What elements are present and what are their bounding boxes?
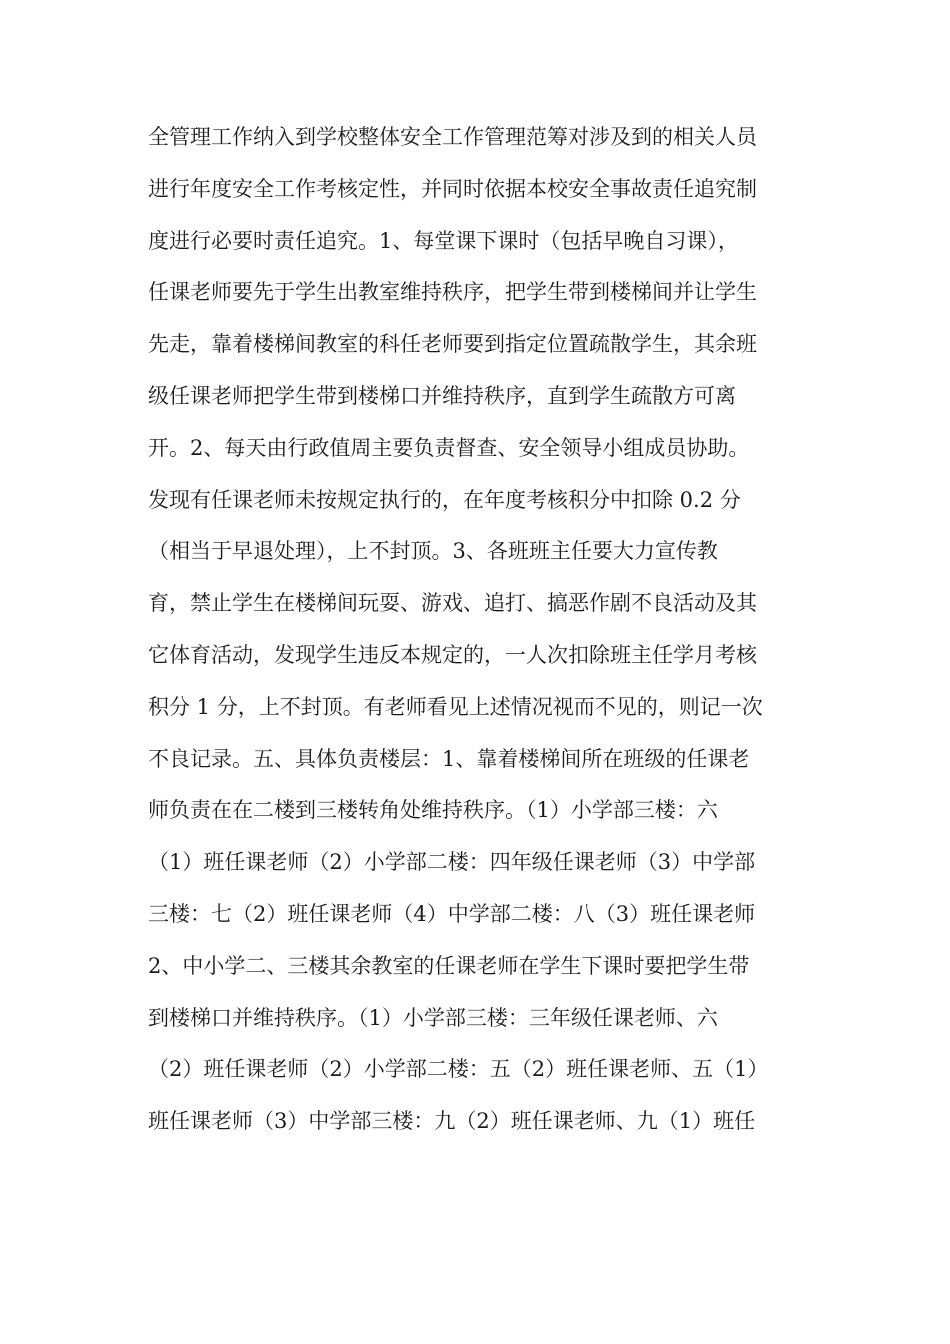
- text-line: 班任课老师（3）中学部三楼：九（2）班任课老师、九（1）班任: [148, 1109, 756, 1134]
- text-line: 它体育活动，发现学生违反本规定的，一人次扣除班主任学月考核: [148, 642, 757, 667]
- text-line: 育，禁止学生在楼梯间玩耍、游戏、追打、搞恶作剧不良活动及其: [148, 591, 757, 616]
- text-line: 2、中小学二、三楼其余教室的任课老师在学生下课时要把学生带: [148, 953, 750, 978]
- text-line: 级任课老师把学生带到楼梯口并维持秩序，直到学生疏散方可离: [148, 383, 736, 408]
- text-line: （1）班任课老师（2）小学部二楼：四年级任课老师（3）中学部: [148, 850, 756, 875]
- text-line: 发现有任课老师未按规定执行的，在年度考核积分中扣除 0.2 分: [148, 487, 741, 512]
- text-line: （相当于早退处理），上不封顶。3、各班班主任要大力宣传教: [148, 539, 718, 564]
- text-line: 师负责在在二楼到三楼转角处维持秩序。（1）小学部三楼：六: [148, 798, 718, 823]
- text-line: （2）班任课老师（2）小学部二楼：五（2）班任课老师、五（1）: [148, 1057, 769, 1082]
- text-line: 先走，靠着楼梯间教室的科任老师要到指定位置疏散学生，其余班: [148, 332, 757, 357]
- text-line: 三楼：七（2）班任课老师（4）中学部二楼：八（3）班任课老师: [148, 901, 756, 926]
- text-line: 任课老师要先于学生出教室维持秩序，把学生带到楼梯间并让学生: [148, 280, 757, 305]
- text-line: 进行年度安全工作考核定性，并同时依据本校安全事故责任追究制: [148, 176, 757, 201]
- body-text: [148, 112, 808, 1148]
- text-line: 不良记录。五、具体负责楼层：1、靠着楼梯间所在班级的任课老: [148, 746, 750, 771]
- text-line: 到楼梯口并维持秩序。（1）小学部三楼：三年级任课老师、六: [148, 1005, 718, 1030]
- text-line: 积分 1 分，上不封顶。有老师看见上述情况视而不见的，则记一次: [148, 694, 763, 719]
- text-line: 开。2、每天由行政值周主要负责督查、安全领导小组成员协助。: [148, 435, 750, 460]
- text-line: 全管理工作纳入到学校整体安全工作管理范筹对涉及到的相关人员: [148, 125, 757, 149]
- text-line: 度进行必要时责任追究。1、每堂课下课时（包括早晚自习课），: [148, 228, 739, 253]
